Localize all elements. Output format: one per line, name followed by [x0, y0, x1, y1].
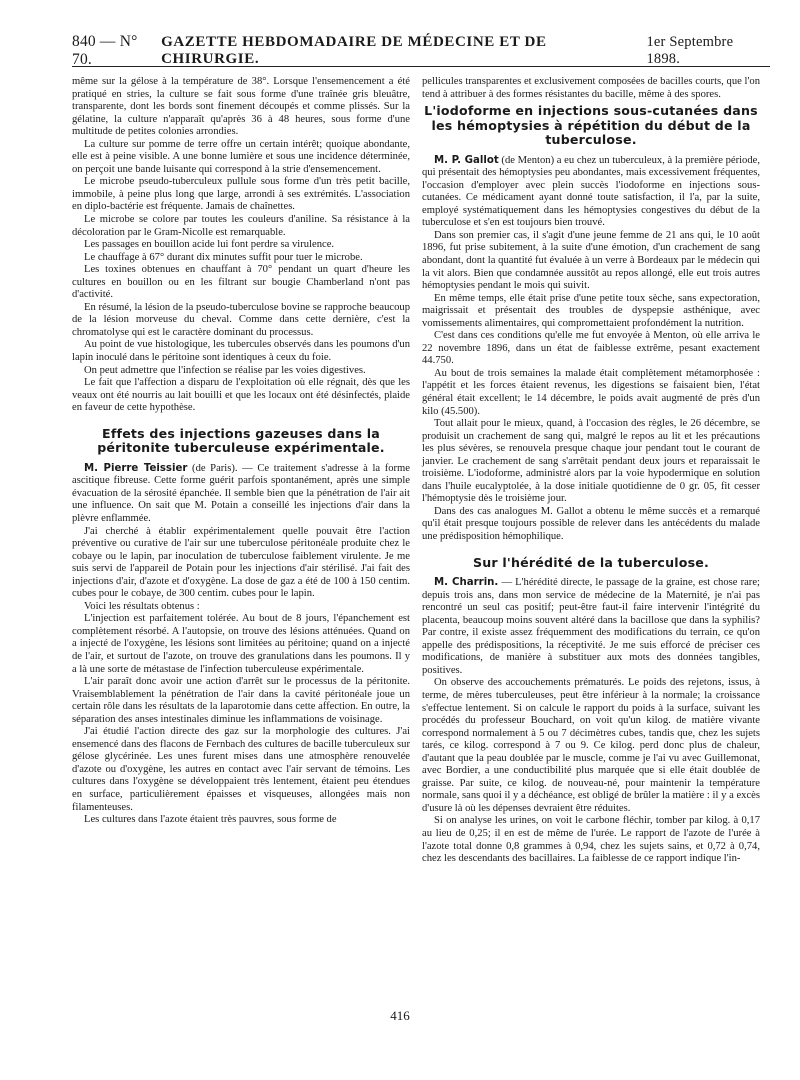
paragraph: Voici les résultats obtenus : [84, 600, 200, 612]
paragraph: L'air paraît donc avoir une action d'arrêt sur le processus de la péritonite. Vraisemblablement la pénétration de l'air dans la cavité péritonéale joue un certain rôle dans les résultats de la laparotomie dans cette affection. En outre, la séparation des anses intestinales diminue les inflammations de voisinage. [72, 676, 410, 725]
section-title: Effets des injections gazeuses dans la péritonite tuberculeuse expérimentale. [97, 425, 385, 456]
journal-title: GAZETTE HEBDOMADAIRE DE MÉDECINE ET DE CHIRURGIE. [161, 34, 547, 67]
paragraph: J'ai étudié l'action directe des gaz sur la morphologie des cultures. J'ai ensemencé dans des flacons de Fernbach des cultures de bacille tuberculeux sur gélose glycérinée. Les unes furent mises dans une atmosphère renouvelée d'azote ou d'oxygène, les autres en contact avec l'air servant de témoins. Les cultures dans l'oxygène se développaient très lentement, étaient peu étendues en surface, particulièrement épaisses et visqueuses, allongées mais non filamenteuses. [72, 726, 410, 813]
paragraph: On peut admettre que l'infection se réalise par les voies digestives. [84, 364, 366, 376]
paragraph: En même temps, elle était prise d'une petite toux sèche, sans expectoration, maigrissait et présentait des troubles de dyspepsie asthénique, avec vomissements alimentaires, qui compromettaient profondément la nutrition. [422, 292, 760, 329]
paragraph: Tout allait pour le mieux, quand, à l'occasion des règles, le 26 décembre, se produisit un crachement de sang qui, malgré le repos au lit et les précautions les plus sévères, se renouvela presque chaque jour pendant tout le courant de janvier. Le crachement de sang s'arrêtait pendant deux jours et reparaissait le troisième. L'iodoforme, administré alors par la voie hypodermique en solution dans l'huile eucalyptolée, à la dose initiale quotidienne de 0 gr. 05, fit cesser l'hémoptysie dès le troisième jour. [422, 418, 760, 505]
paragraph: Au point de vue histologique, les tubercules observés dans les poumons d'un lapin inoculé dans le péritoine sont identiques à ceux du foie. [72, 339, 410, 364]
paragraph: Le chauffage à 67° durant dix minutes suffit pour tuer le microbe. [84, 251, 363, 263]
author-name: M. P. Gallot [434, 154, 499, 166]
paragraph: Au bout de trois semaines la malade était complètement métamorphosée : l'appétit et les forces étaient revenus, les digestions se faisaient bien, l'état général était excellent; le 14 décembre, le poids avait augmenté de près d'un kilo (45.500). [422, 367, 760, 417]
section-title: L'iodoforme en injections sous-cutanées dans les hémoptysies à répétition du début de la tuberculose. [424, 103, 758, 148]
paragraph: Si on analyse les urines, on voit le carbone fléchir, tomber par kilog. à 0,17 au lieu de 0,25; il en est de même de l'urée. Le rapport de l'azote de l'urée à l'azote total donne 0,8 grammes à 0,94, chez les sujets sains, et 0,72 à 0,74, chez les descendants des bacillaires. La faiblesse de ce rapport indique l'in- [422, 815, 760, 865]
paragraph: La culture sur pomme de terre offre un certain intérêt; quoique abondante, elle est à peine visible. A une bonne lumière et sous une incidence déterminée, on perçoit une bande luisante qui correspond à la strie d'ensemencement. [72, 138, 410, 175]
paragraph: C'est dans ces conditions qu'elle me fut envoyée à Menton, où elle arriva le 22 novembre 1896, dans un état de faiblesse extrême, pesant exactement 44.750. [422, 330, 760, 367]
paragraph: L'injection est parfaitement tolérée. Au bout de 8 jours, l'épanchement est complètement résorbé. A l'autopsie, on trouve des lésions atténuées. Quand on a injecté de l'oxygène, les lésions sont limitées au péritoine; quand on a injecté de l'air, et surtout de l'azote, on trouve des granulations dans les poumons. Il y a là une sorte de métastase de l'infection tuberculeuse expérimentale. [72, 613, 410, 675]
paragraph [422, 155, 760, 230]
paragraph: En résumé, la lésion de la pseudo-tuberculose bovine se rapproche beaucoup de la lésion morveuse du cheval. Comme dans cette dernière, c'est la chromatolyse qui est le caractère dominant du processus. [72, 301, 410, 338]
paragraph: pellicules transparentes et exclusivement composées de bacilles courts, que l'on tend à attribuer à des formes résistantes du bacille, même à des spores. [422, 76, 760, 100]
paragraph: Dans des cas analogues M. Gallot a obtenu le même succès et a remarqué qu'il était presque toujours possible de relever dans les antécédents du malade une prédisposition hémophilique. [422, 505, 760, 542]
paragraph-text: — L'hérédité directe, le passage de la graine, est chose rare; depuis trois ans, dans mon service de médecine de la Maternité, je n'ai pas rencontré un seul cas positif; peut-être faut-il faire intervenir l'intégrité du placenta, beaucoup moins souvent altéré dans la bacillose que dans la syphilis? Par contre, il existe assez fréquemment des modifications du terrain, ce qu'on appelle des prédispositions, la réceptivité. Je me suis efforcé de préciser ces modifications, de manière à substituer aux mots des données tangibles, positives. [422, 577, 760, 676]
paragraph [422, 577, 760, 677]
paragraph: Les cultures dans l'azote étaient très pauvres, sous forme de [84, 814, 337, 826]
page-issue-number: 840 — N° 70. [72, 33, 138, 68]
paragraph: On observe des accouchements prématurés. Le poids des rejetons, issus, à terme, de mères tuberculeuses, peut être inférieur à la normale; la croissance s'effectue lentement. Si on calcule le rapport du poids à la surface, suivant les procédés du professeur Bouchard, on voit qu'un kilog. de matière vivante correspond normalement à 5 ou 7 décimètres cubes, tandis que, chez les sujets tarés, ce kilog. correspond à 7 ou 9. Ce kilog. perd donc plus de chaleur, d'autant que la peau doublée par le muscle, comme je l'ai vu avec Guillemonat, avec Bordier, a une conductibilité plus marquée que si elle était doublée de graisse. Par suite, ce kilog. de nouveau-né, pour maintenir la température normale, sans quoi il y a déchéance, est obligé de brûler la matière : il y a excès d'usure là où les dépenses devraient être réduites. [422, 677, 760, 814]
paragraph: même sur la gélose à la température de 38°. Lorsque l'ensemencement a été pratiqué en stries, la culture se fait sous forme d'une traînée gris bleuâtre, transparente, dont les bords sont finement découpés et comme plissés. Sur la gélatine, la culture n'apparaît qu'après 36 à 48 heures, sous forme d'une multitude de petites colonies arrondies. [72, 76, 410, 138]
paragraph: J'ai cherché à établir expérimentalement quelle pouvait être l'action préventive ou curative de l'air sur une tuberculose péritonéale produite chez le cobaye ou le lapin, par inoculation de tuberculose faiblement virulente. Je me suis servi de l'appareil de Potain pour les injections d'air stérilisé. J'ai fait des injections d'air, d'azote et d'oxygène. La dose de gaz a été de 100 à 150 centim. cubes pour le cobaye, de 300 centim. cubes pour le lapin. [72, 525, 410, 600]
page-number: 416 [390, 1008, 410, 1023]
section-title: Sur l'hérédité de la tuberculose. [472, 554, 710, 570]
header-rule [72, 66, 770, 67]
paragraph: Le microbe pseudo-tuberculeux pullule sous forme d'un très petit bacille, immobile, à peine plus long que large, arrondi à ses extrémités. L'association en diplo-bactérie est fréquente. Jamais de chaînettes. [72, 176, 410, 213]
author-name: M. Pierre Teissier [84, 462, 188, 474]
author-name: M. Charrin. [434, 577, 499, 589]
paragraph-text: (de Paris). — Ce traitement s'adresse à la forme ascitique fibreuse. Cette forme guérit parfois spontanément, après une simple évacuation de la sérosité épanchée. Il semble bien que la pénétration de l'air ait une influence. On sait que M. Potain a conseillé les injections d'air dans la plèvre enflammée. [72, 462, 410, 524]
paragraph: Dans son premier cas, il s'agit d'une jeune femme de 21 ans qui, le 10 août 1896, fut prise subitement, à la suite d'une émotion, d'un crachement de sang abondant, dont la quantité fut évaluée à un verre à Bordeaux par le médecin qui la vit alors. Bien que condamnée aussitôt au repos allongé, elle eut trois autres hémoptysies pendant le mois qui suivit. [422, 229, 760, 292]
running-header [72, 33, 770, 68]
paragraph-text: (de Menton) a eu chez un tuberculeux, à la première période, qui présentait des hémoptysies peu abondantes, mais excessivement fréquentes, l'occasion d'employer avec plein succès l'iodoforme en injections sous-cutanées. Ce médicament ayant donné toute satisfaction, il l'a, par la suite, employé systématiquement dans les hémoptysies congestives du début de la tuberculose et s'en est toujours bien trouvé. [422, 154, 761, 229]
paragraph: Le fait que l'affection a disparu de l'exploitation où elle régnait, dès que les veaux ont été nourris au lait bouilli et que les locaux ont été désinfectés, plaide en faveur de cette hypothèse. [72, 377, 410, 414]
paragraph: Les passages en bouillon acide lui font perdre sa virulence. [84, 239, 335, 251]
right-column [422, 76, 760, 866]
left-column [72, 76, 410, 827]
issue-date: 1er Septembre 1898. [646, 34, 734, 67]
paragraph [72, 463, 410, 526]
paragraph: Les toxines obtenues en chauffant à 70° pendant un quart d'heure les cultures en bouillon ou en les filtrant sur bougie Chamberland n'ont pas d'activité. [72, 264, 410, 301]
paragraph: Le microbe se colore par toutes les couleurs d'aniline. Sa résistance à la décoloration par le Gram-Nicolle est remarquable. [72, 214, 410, 238]
